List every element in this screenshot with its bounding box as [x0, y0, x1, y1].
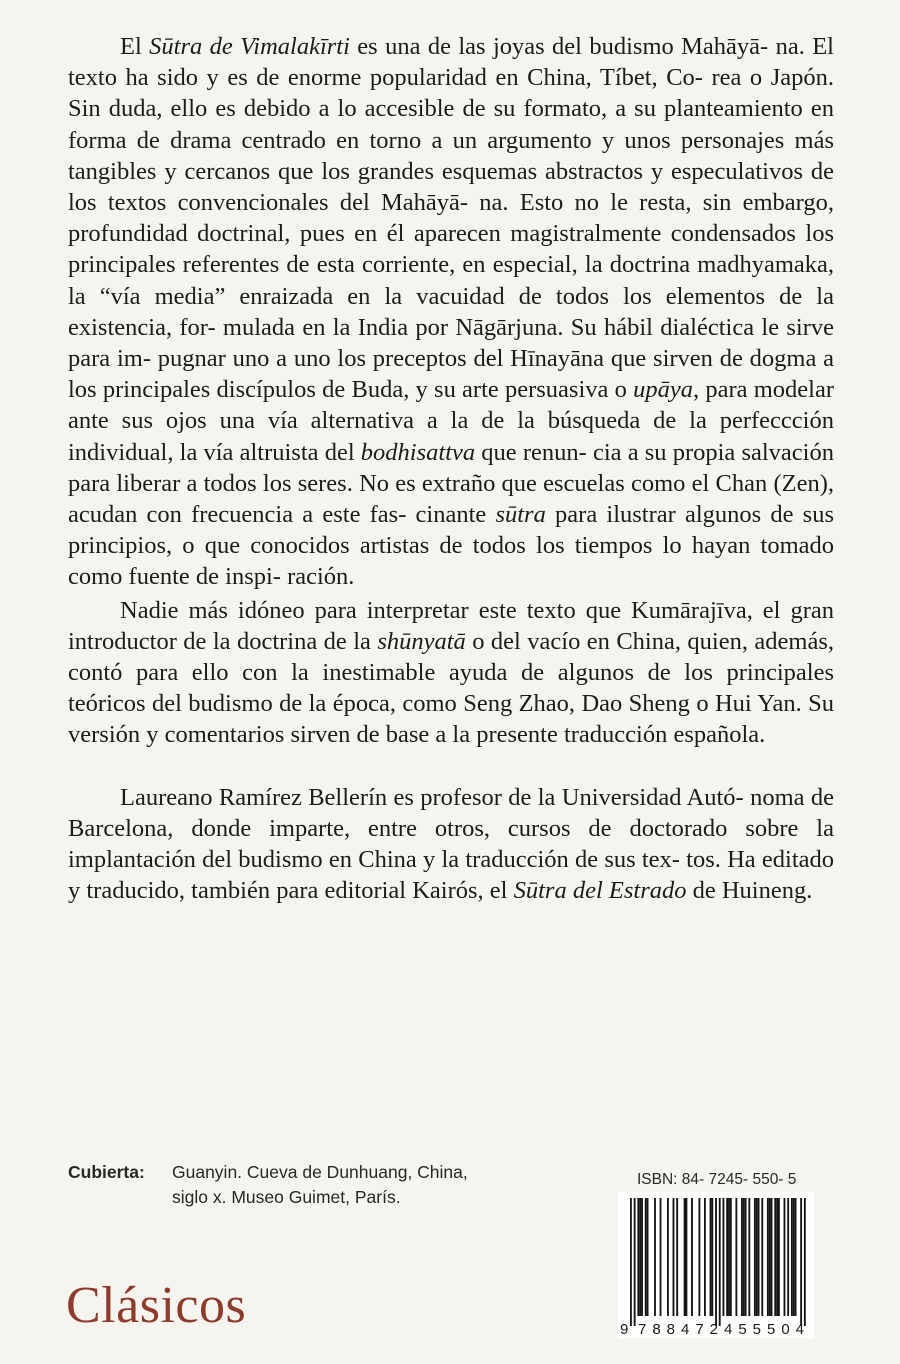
barcode-bar	[745, 1198, 747, 1316]
barcode-digits-left: 788472	[638, 1321, 718, 1338]
barcode-bar	[735, 1198, 737, 1316]
barcode-bar	[748, 1198, 750, 1316]
barcode-bar	[769, 1198, 771, 1316]
cover-credit-line-2: siglo x. Museo Guimet, París.	[172, 1187, 401, 1207]
barcode-bar	[776, 1198, 778, 1316]
text-span: Laureano Ramírez Bellerín es profesor de la Universidad Autó- noma de Barcelona, donde imparte, entre otros, cursos de doctorado sobre la implantación del budismo en China y la traducción de sus tex- tos. Ha editado y traducido, también para editorial Kairós, el	[68, 783, 834, 905]
cover-credit-label: Cubierta:	[68, 1162, 145, 1182]
text-span: , para modelar ante sus ojos una vía alternativa a la de la búsqueda de la perfeccción individual, la vía altruista del	[68, 376, 834, 466]
barcode-bar	[787, 1198, 789, 1316]
barcode-bar	[761, 1198, 763, 1316]
barcode-bar	[684, 1198, 686, 1316]
barcode-bar	[741, 1198, 743, 1316]
barcode-bar	[691, 1198, 693, 1316]
term-italic: bodhisattva	[360, 438, 476, 466]
barcode-bar	[730, 1198, 732, 1316]
text-span: que renun- cia a su propia salvación para liberar a todos los seres. No es extraño que escuelas como el Chan (Zen), acudan con frecuencia a este fas- cinante	[68, 438, 834, 529]
barcode-bar	[795, 1198, 797, 1316]
isbn-label: ISBN: 84- 7245- 550- 5	[637, 1171, 797, 1188]
barcode-bar	[726, 1198, 728, 1316]
paragraph-author-bio	[68, 782, 834, 907]
term-italic: sūtra	[495, 501, 546, 529]
back-cover-blurb	[68, 31, 834, 906]
barcode-bar	[647, 1198, 649, 1316]
barcode-bar	[711, 1198, 713, 1316]
barcode-bar	[771, 1198, 773, 1316]
barcode-bar	[719, 1198, 721, 1326]
barcode-graphic	[618, 1192, 814, 1338]
barcode-bar	[639, 1198, 641, 1316]
barcode-digits-first: 9	[620, 1321, 629, 1338]
barcode-bar	[758, 1198, 760, 1316]
barcode-bar	[767, 1198, 769, 1316]
text-span: o del vacío en China, quien, además, contó para ello con la inestimable ayuda de algunos de los principales teóricos del budismo de la época, como Seng Zhao, Dao Sheng o Hui Yan. Su versión y comentarios sirven de base a la presente traducción española.	[68, 627, 834, 749]
text-span: es una de las joyas del budismo Mahāyā- na. El texto ha sido y es de enorme popularidad en China, Tíbet, Co- rea o Japón. Sin duda, ello es debido a lo accesible de su formato, a su planteamiento en forma de drama centrado en torno a un argumento y unos personajes más tangibles y cercanos que los grandes esquemas abstractos y especulativos de los textos convencionales del Mahāyā- na. Esto no le resta, sin embargo, profundidad doctrinal, pues en él aparecen magistralmente condensados los principales referentes de esta corriente, en especial, la doctrina madhyamaka, la “vía media” enraizada en la vacuidad de todos los elementos de la existencia, for- mulada en la India por Nāgārjuna. Su hábil dialéctica le sirve para im- pugnar uno a uno los preceptos del Hīnayāna que sirven de dogma a los principales discípulos de Buda, y su arte persuasiva o	[68, 33, 834, 404]
book-title-italic: Sūtra del Estrado	[513, 877, 687, 905]
barcode-bar	[778, 1198, 780, 1316]
barcode-bar	[756, 1198, 758, 1316]
barcode-bar	[645, 1198, 647, 1316]
barcode-bar	[791, 1198, 793, 1316]
barcode-bar	[710, 1198, 712, 1316]
term-italic: upāya	[633, 376, 693, 404]
barcode-bar	[715, 1198, 717, 1326]
barcode-bar	[774, 1198, 776, 1316]
text-span: de Huineng.	[686, 877, 813, 905]
barcode-bar	[800, 1198, 802, 1326]
barcode-bar	[698, 1198, 700, 1316]
barcode-bar	[634, 1198, 636, 1326]
barcode-bar	[728, 1198, 730, 1316]
barcode-digits-right: 455504	[724, 1321, 804, 1338]
barcode-bar	[673, 1198, 675, 1316]
barcode-bar	[754, 1198, 756, 1316]
barcode-bar	[667, 1198, 669, 1316]
term-italic: shūnyatā	[377, 627, 466, 655]
barcode	[618, 1192, 814, 1338]
paragraph-translator	[68, 595, 834, 751]
barcode-bar	[804, 1198, 806, 1326]
text-span: para ilustrar algunos de sus principios, o que conocidos artistas de todos los tiempos lo hayan tomado como fuente de inspi- ración.	[68, 501, 834, 591]
text-span: Nadie más idóneo para interpretar este texto que Kumārajīva, el gran introductor de la doctrina de la	[68, 596, 834, 655]
barcode-bar	[704, 1198, 706, 1316]
book-title-italic: Sūtra de Vimalakīrti	[149, 33, 350, 60]
barcode-bar	[630, 1198, 632, 1326]
barcode-bar	[660, 1198, 662, 1316]
text-span: El	[120, 33, 150, 60]
paragraph-intro	[68, 31, 834, 593]
cover-credit-line-1: Guanyin. Cueva de Dunhuang, China,	[172, 1162, 468, 1182]
barcode-bar	[676, 1198, 678, 1316]
barcode-bar	[654, 1198, 656, 1316]
series-name: Clásicos	[66, 1277, 247, 1334]
barcode-bar	[686, 1198, 688, 1316]
barcode-bar	[743, 1198, 745, 1316]
barcode-bar	[784, 1198, 786, 1316]
barcode-bar	[637, 1198, 639, 1316]
barcode-bar	[793, 1198, 795, 1316]
barcode-bar	[723, 1198, 725, 1316]
barcode-bar	[641, 1198, 643, 1316]
